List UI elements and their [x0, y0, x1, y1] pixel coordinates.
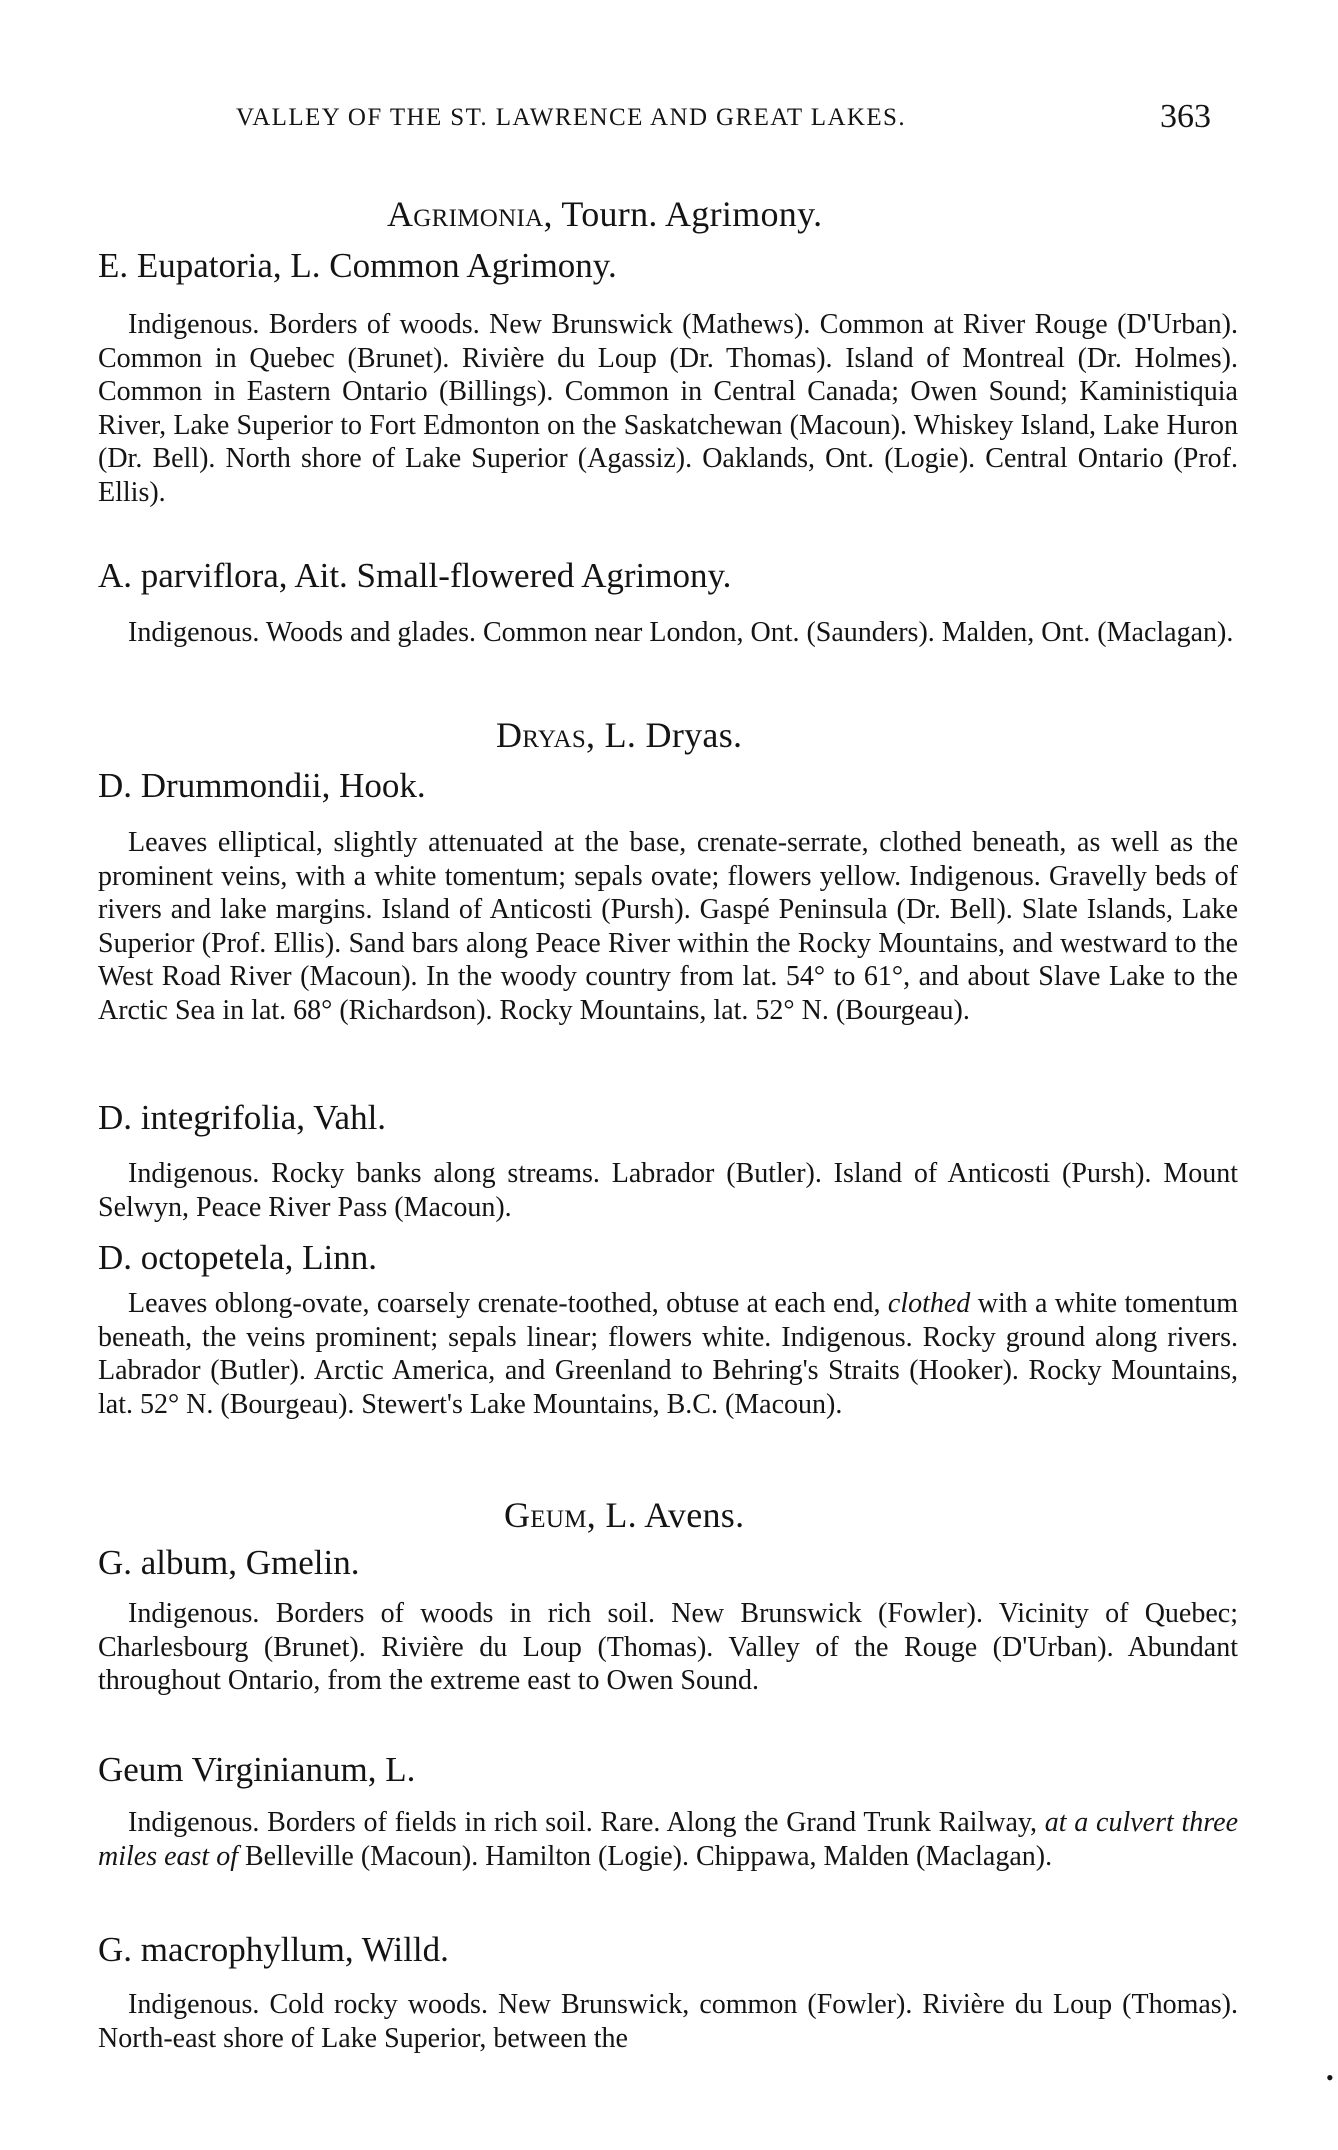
genus-authority-common: , L. Dryas.	[586, 715, 743, 755]
species-heading-virginianum: Geum Virginianum, L.	[98, 1750, 416, 1789]
species-heading-macrophyllum: G. macrophyllum, Willd.	[98, 1930, 449, 1969]
species-heading-album: G. album, Gmelin.	[98, 1543, 360, 1582]
species-heading-eupatoria: E. Eupatoria, L. Common Agrimony.	[98, 246, 617, 285]
species-text-eupatoria: Indigenous. Borders of woods. New Brunswick (Mathews). Common at River Rouge (D'Urban). Common in Quebec (Brunet). Rivière du Loup (Dr. Thomas). Island of Montreal (Dr. Holmes). Common in Eastern Ontario (Billings). Common in Central Canada; Owen Sound; Kaministiquia River, Lake Superior to Fort Edmonton on the Saskatchewan (Macoun). Whiskey Island, Lake Huron (Dr. Bell). North shore of Lake Superior (Agassiz). Oaklands, Ont. (Logie). Central Ontario (Prof. Ellis).	[98, 309, 1238, 508]
genus-heading-agrimonia	[387, 193, 822, 235]
species-text-parviflora: Indigenous. Woods and glades. Common near London, Ont. (Saunders). Malden, Ont. (Maclagan).	[128, 617, 1234, 648]
species-text-integrifolia: Indigenous. Rocky banks along streams. Labrador (Butler). Island of Anticosti (Pursh). Mount Selwyn, Peace River Pass (Macoun).	[98, 1158, 1238, 1223]
genus-name: Geum	[504, 1495, 587, 1535]
species-text-album: Indigenous. Borders of woods in rich soil. New Brunswick (Fowler). Vicinity of Quebec; Charlesbourg (Brunet). Rivière du Loup (Thomas). Valley of the Rouge (D'Urban). Abundant throughout Ontario, from the extreme east to Owen Sound.	[98, 1598, 1238, 1697]
species-heading-drummondii: D. Drummondii, Hook.	[98, 766, 426, 805]
species-text-octopetala: Leaves oblong-ovate, coarsely crenate-toothed, obtuse at each end, clothed with a white tomentum beneath, the veins prominent; sepals linear; flowers white. Indigenous. Rocky ground along rivers. Labrador (Butler). Arctic America, and Greenland to Behring's Straits (Hooker). Rocky Mountains, lat. 52° N. (Bourgeau). Stewert's Lake Mountains, B.C. (Macoun).	[98, 1288, 1238, 1420]
page-number: 363	[1160, 98, 1211, 135]
print-speck: •	[1326, 2065, 1334, 2090]
genus-name: Dryas	[496, 715, 587, 755]
species-text-drummondii: Leaves elliptical, slightly attenuated at the base, crenate-serrate, clothed beneath, as well as the prominent veins, with a white tomentum; sepals ovate; flowers yellow. Indigenous. Gravelly beds of rivers and lake margins. Island of Anticosti (Pursh). Gaspé Peninsula (Dr. Bell). Slate Islands, Lake Superior (Prof. Ellis). Sand bars along Peace River within the Rocky Mountains, and westward to the West Road River (Macoun). In the woody country from lat. 54° to 61°, and about Slave Lake to the Arctic Sea in lat. 68° (Richardson). Rocky Mountains, lat. 52° N. (Bourgeau).	[98, 827, 1238, 1026]
genus-authority-common: , Tourn. Agrimony.	[543, 194, 823, 234]
species-heading-octopetala: D. octopetela, Linn.	[98, 1238, 377, 1277]
running-head: VALLEY OF THE ST. LAWRENCE AND GREAT LAKES.	[236, 104, 907, 131]
page-header	[0, 98, 1338, 144]
genus-name: Agrimonia	[387, 194, 544, 234]
species-text-macrophyllum: Indigenous. Cold rocky woods. New Brunswick, common (Fowler). Rivière du Loup (Thomas). North-east shore of Lake Superior, between the	[98, 1989, 1238, 2054]
genus-authority-common: , L. Avens.	[586, 1495, 745, 1535]
genus-heading-dryas	[496, 714, 742, 756]
genus-heading-geum	[504, 1494, 744, 1536]
species-heading-parviflora: A. parviflora, Ait. Small-flowered Agrimony.	[98, 556, 732, 595]
species-heading-integrifolia: D. integrifolia, Vahl.	[98, 1098, 387, 1137]
species-text-virginianum: Indigenous. Borders of fields in rich soil. Rare. Along the Grand Trunk Railway, at a culvert three miles east of Belleville (Macoun). Hamilton (Logie). Chippawa, Malden (Maclagan).	[98, 1807, 1238, 1872]
